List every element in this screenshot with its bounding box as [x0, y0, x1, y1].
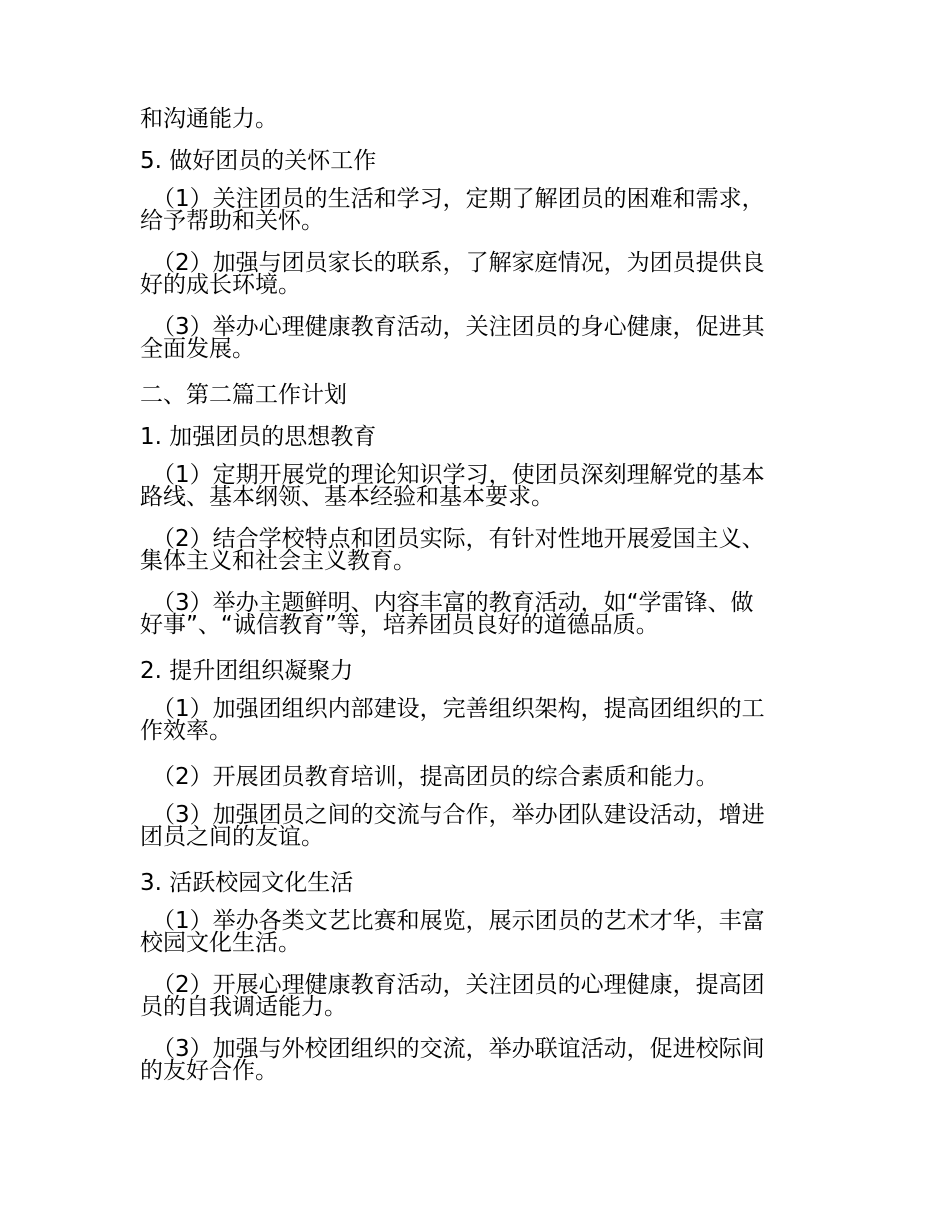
paragraph-1-2 — [140, 528, 804, 572]
section-title: 二、第二篇工作计划 — [140, 382, 347, 408]
paragraph-line: （3）举办主题鲜明、内容丰富的教育活动，如“学雷锋、做 — [152, 590, 754, 616]
paragraph-5-3 — [140, 316, 804, 360]
paragraph-line: 集体主义和社会主义教育。 — [140, 548, 416, 574]
paragraph-3-2 — [140, 974, 804, 1018]
paragraph-3-3 — [140, 1038, 804, 1082]
paragraph-line: 团员之间的友谊。 — [140, 824, 324, 850]
paragraph-line: （3）加强团员之间的交流与合作，举办团队建设活动，增进 — [152, 802, 765, 828]
paragraph-line: （2）开展心理健康教育活动，关注团员的心理健康，提高团 — [152, 972, 765, 998]
document-page — [140, 104, 804, 1102]
paragraph-line: （2）加强与团员家长的联系，了解家庭情况，为团员提供良 — [152, 250, 765, 276]
paragraph-line: 作效率。 — [140, 718, 232, 744]
paragraph-line: 全面发展。 — [140, 336, 255, 362]
heading-5: 5. 做好团员的关怀工作 — [140, 148, 377, 174]
paragraph-5-1 — [140, 188, 804, 232]
heading-1: 1. 加强团员的思想教育 — [140, 424, 377, 450]
paragraph-3-1 — [140, 910, 804, 954]
paragraph-line: （2）结合学校特点和团员实际，有针对性地开展爱国主义、 — [152, 526, 765, 552]
heading-3: 3. 活跃校园文化生活 — [140, 870, 354, 896]
paragraph-line: 的友好合作。 — [140, 1058, 278, 1084]
paragraph-line: （1）加强团组织内部建设，完善组织架构，提高团组织的工 — [152, 696, 765, 722]
paragraph-line: 好的成长环境。 — [140, 272, 301, 298]
paragraph-line: （3）举办心理健康教育活动，关注团员的身心健康，促进其 — [152, 314, 765, 340]
paragraph-line: （1）定期开展党的理论知识学习，使团员深刻理解党的基本 — [152, 462, 765, 488]
paragraph-line: 校园文化生活。 — [140, 930, 301, 956]
paragraph-2-2: （2）开展团员教育培训，提高团员的综合素质和能力。 — [152, 764, 719, 790]
paragraph-line: 给予帮助和关怀。 — [140, 208, 324, 234]
continuation-text: 和沟通能力。 — [140, 106, 278, 132]
paragraph-1-1 — [140, 464, 804, 508]
paragraph-line: 员的自我调适能力。 — [140, 994, 347, 1020]
paragraph-line: （3）加强与外校团组织的交流，举办联谊活动，促进校际间 — [152, 1036, 765, 1062]
paragraph-2-3 — [140, 804, 804, 848]
paragraph-line: 路线、基本纲领、基本经验和基本要求。 — [140, 484, 554, 510]
paragraph-5-2 — [140, 252, 804, 296]
heading-2: 2. 提升团组织凝聚力 — [140, 658, 354, 684]
paragraph-line: 好事”、“诚信教育”等，培养团员良好的道德品质。 — [140, 612, 659, 638]
paragraph-line: （1）举办各类文艺比赛和展览，展示团员的艺术才华，丰富 — [152, 908, 765, 934]
paragraph-1-3 — [140, 592, 804, 636]
paragraph-2-1 — [140, 698, 804, 742]
paragraph-line: （1）关注团员的生活和学习，定期了解团员的困难和需求， — [152, 186, 765, 212]
